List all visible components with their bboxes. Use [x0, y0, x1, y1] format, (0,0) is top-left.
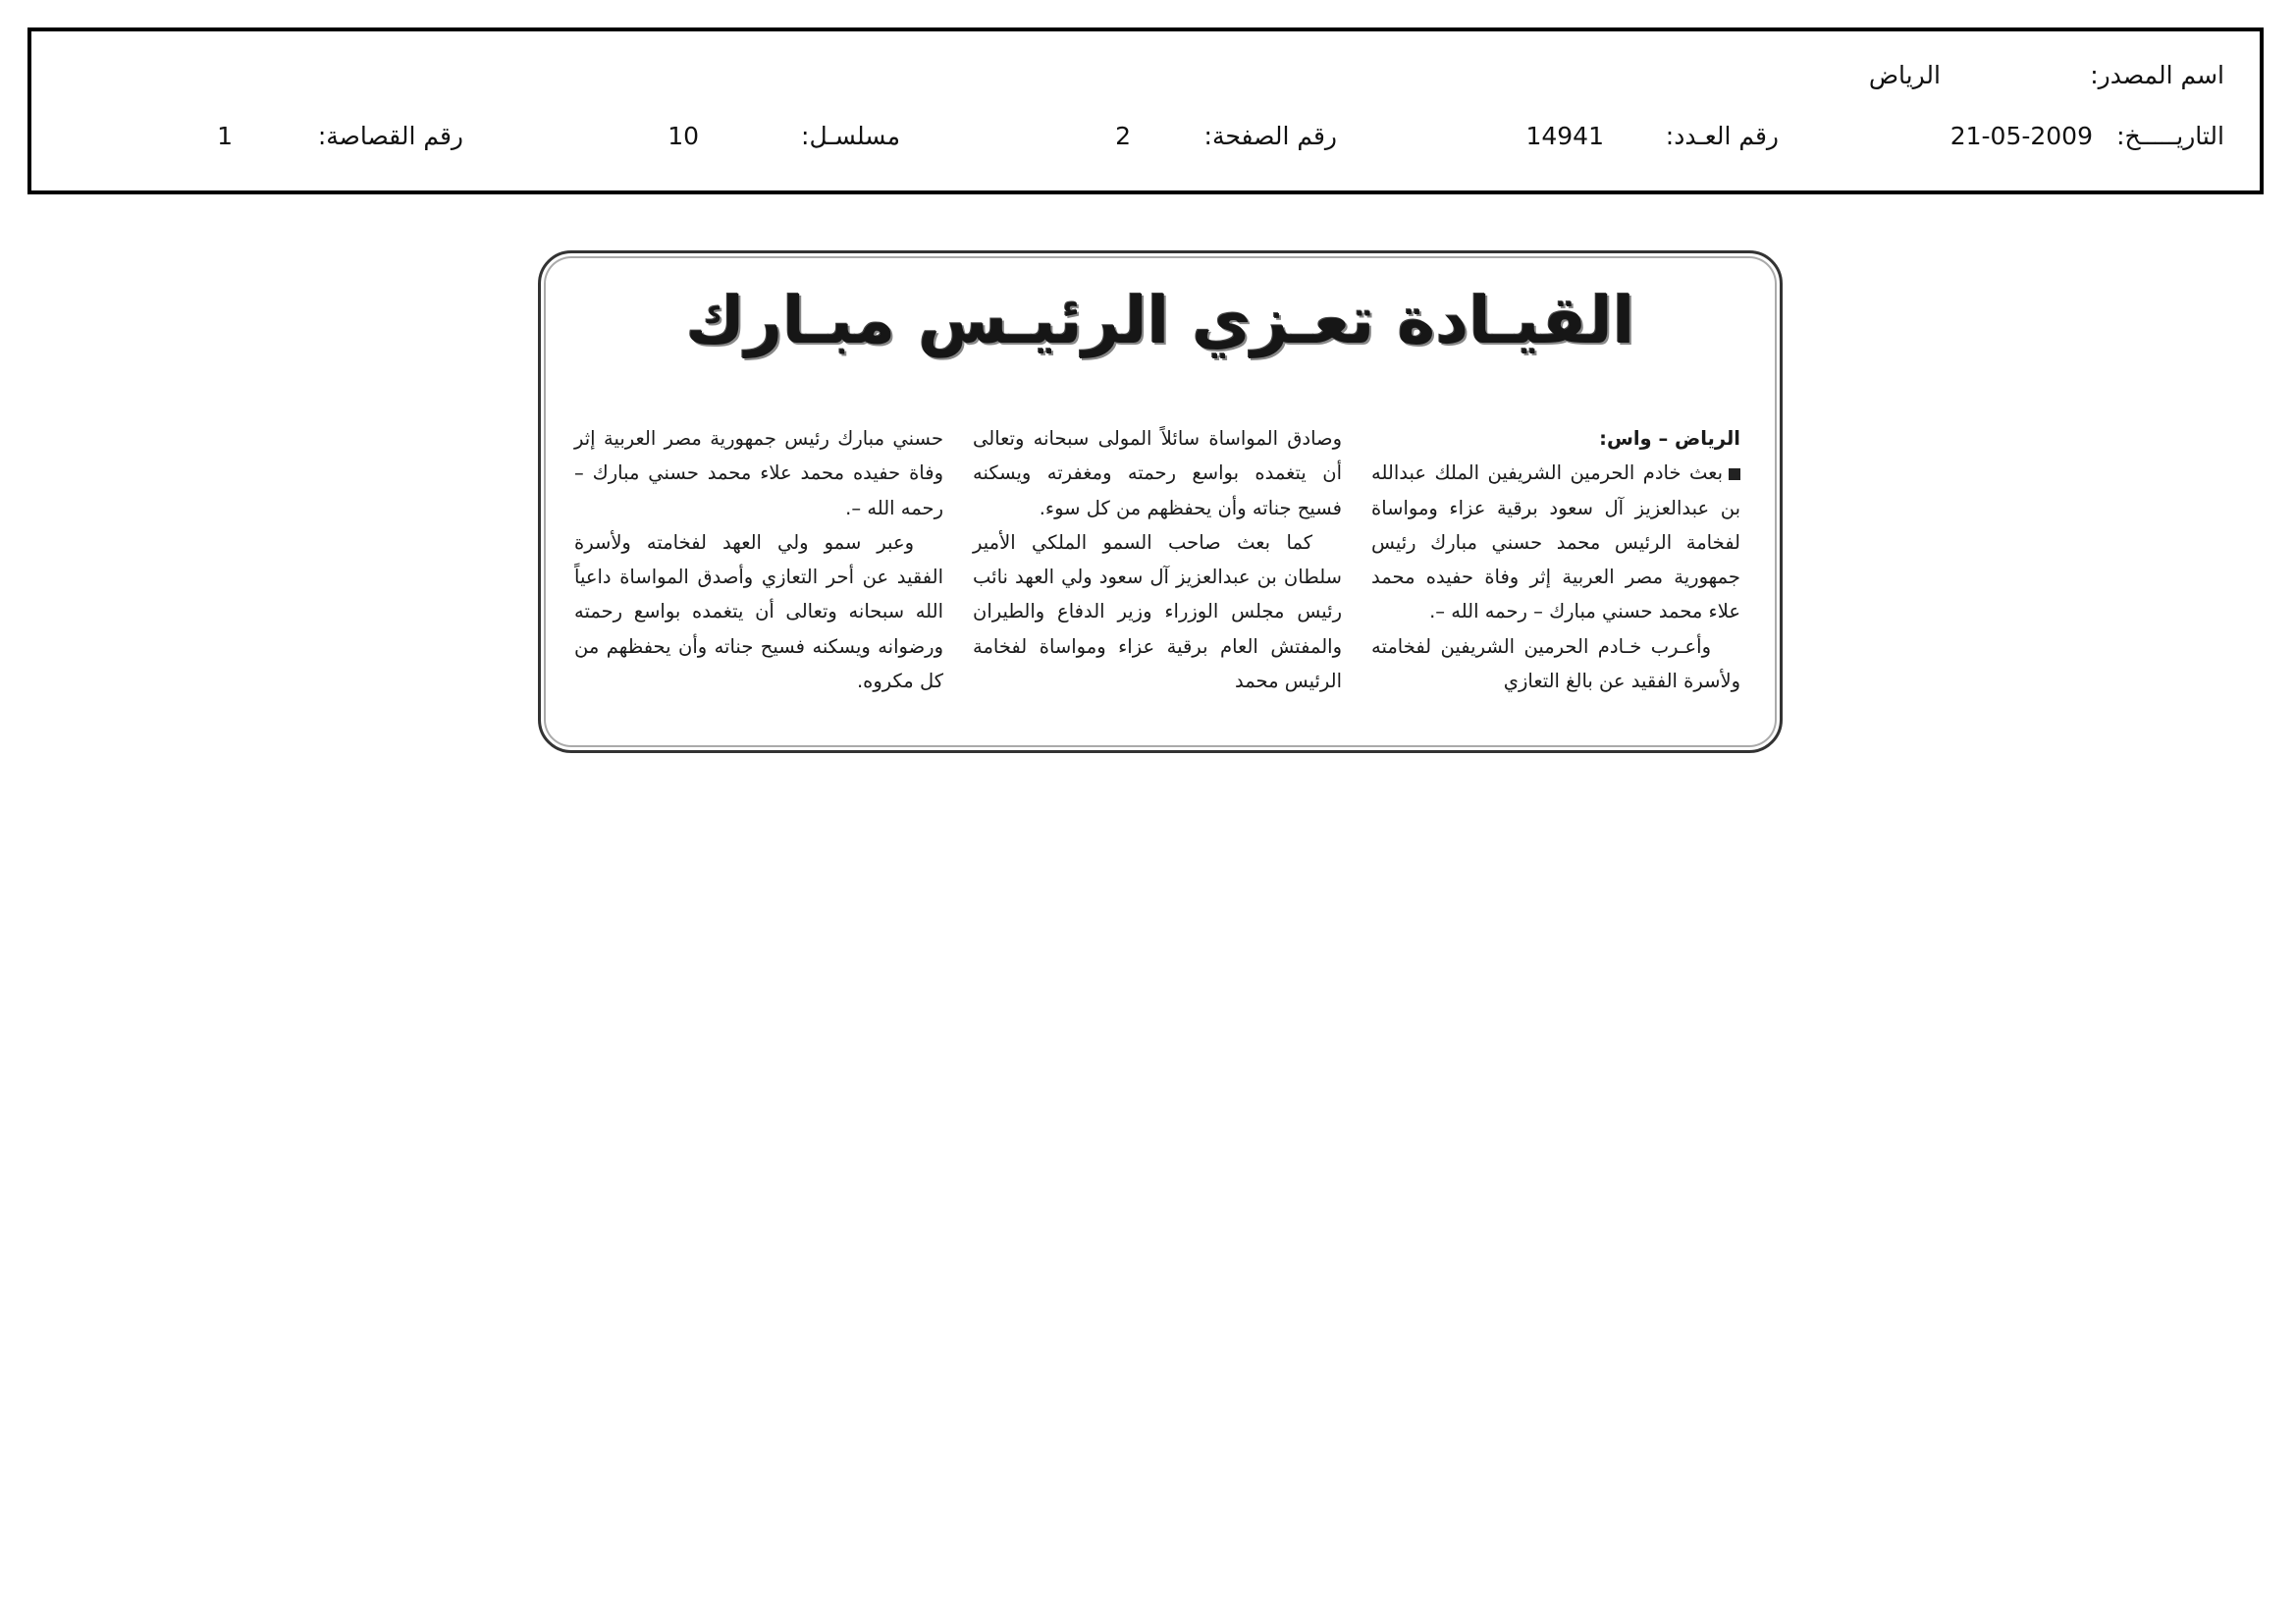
date-label: التاريـــــخ: — [2116, 122, 2224, 150]
source-label: اسم المصدر: — [2090, 61, 2224, 89]
article-column-2 — [973, 421, 1342, 698]
article-column-1 — [1371, 421, 1740, 698]
article-column-3 — [574, 421, 943, 698]
serial-label: مسلسـل: — [801, 122, 900, 150]
page-label: رقم الصفحة: — [1203, 122, 1337, 150]
clip-value: 1 — [217, 122, 233, 150]
article-paragraph — [1371, 456, 1740, 628]
article-paragraph: وعبر سمو ولي العهد لفخامته ولأسرة الفقيد عن أحر التعازي وأصدق المواساة داعياً الله سبحانه وتعالى أن يتغمده بواسع رحمته ورضوانه ويسكنه فسيح جناته وأن يحفظهم من كل مكروه. — [574, 530, 943, 693]
source-value: الرياض — [1868, 61, 1941, 89]
article-paragraph: كما بعث صاحب السمو الملكي الأمير سلطان بن عبدالعزيز آل سعود ولي العهد نائب رئيس مجلس الوزراء وزير الدفاع والطيران والمفتش العام برقية عزاء ومواساة لفخامة الرئيس محمد — [973, 530, 1342, 693]
issue-value: 14941 — [1525, 122, 1604, 150]
article-paragraph: وأعـرب خـادم الحرمين الشريفين لفخامته ولأسرة الفقيد عن بالغ التعازي — [1371, 634, 1740, 693]
newspaper-clipping — [538, 250, 1783, 753]
issue-label: رقم العـدد: — [1665, 122, 1779, 150]
article-paragraph: وصادق المواساة سائلاً المولى سبحانه وتعالى أن يتغمده بواسع رحمته ومغفرته ويسكنه فسيح جناته وأن يحفظهم من كل سوء. — [973, 427, 1342, 519]
page-value: 2 — [1115, 122, 1131, 150]
document-metadata-header — [27, 27, 2264, 194]
date-value: 21-05-2009 — [1949, 122, 2093, 150]
article-headline: القيـادة تعـزي الرئيـس مبـارك — [685, 283, 1635, 358]
clip-label: رقم القصاصة: — [317, 122, 463, 150]
square-bullet-icon — [1729, 468, 1740, 480]
serial-value: 10 — [667, 122, 699, 150]
article-paragraph-text: بعث خادم الحرمين الشريفين الملك عبدالله بن عبدالعزيز آل سعود برقية عزاء ومواساة لفخامة الرئيس محمد حسني مبارك رئيس جمهورية مصر العربية إثر وفاة حفيده محمد علاء محمد حسني مبارك – رحمه الله –. — [1371, 461, 1740, 623]
article-paragraph: حسني مبارك رئيس جمهورية مصر العربية إثر وفاة حفيده محمد علاء محمد حسني مبارك – رحمه الله –. — [574, 427, 943, 519]
article-dateline: الرياض – واس: — [1599, 427, 1740, 450]
